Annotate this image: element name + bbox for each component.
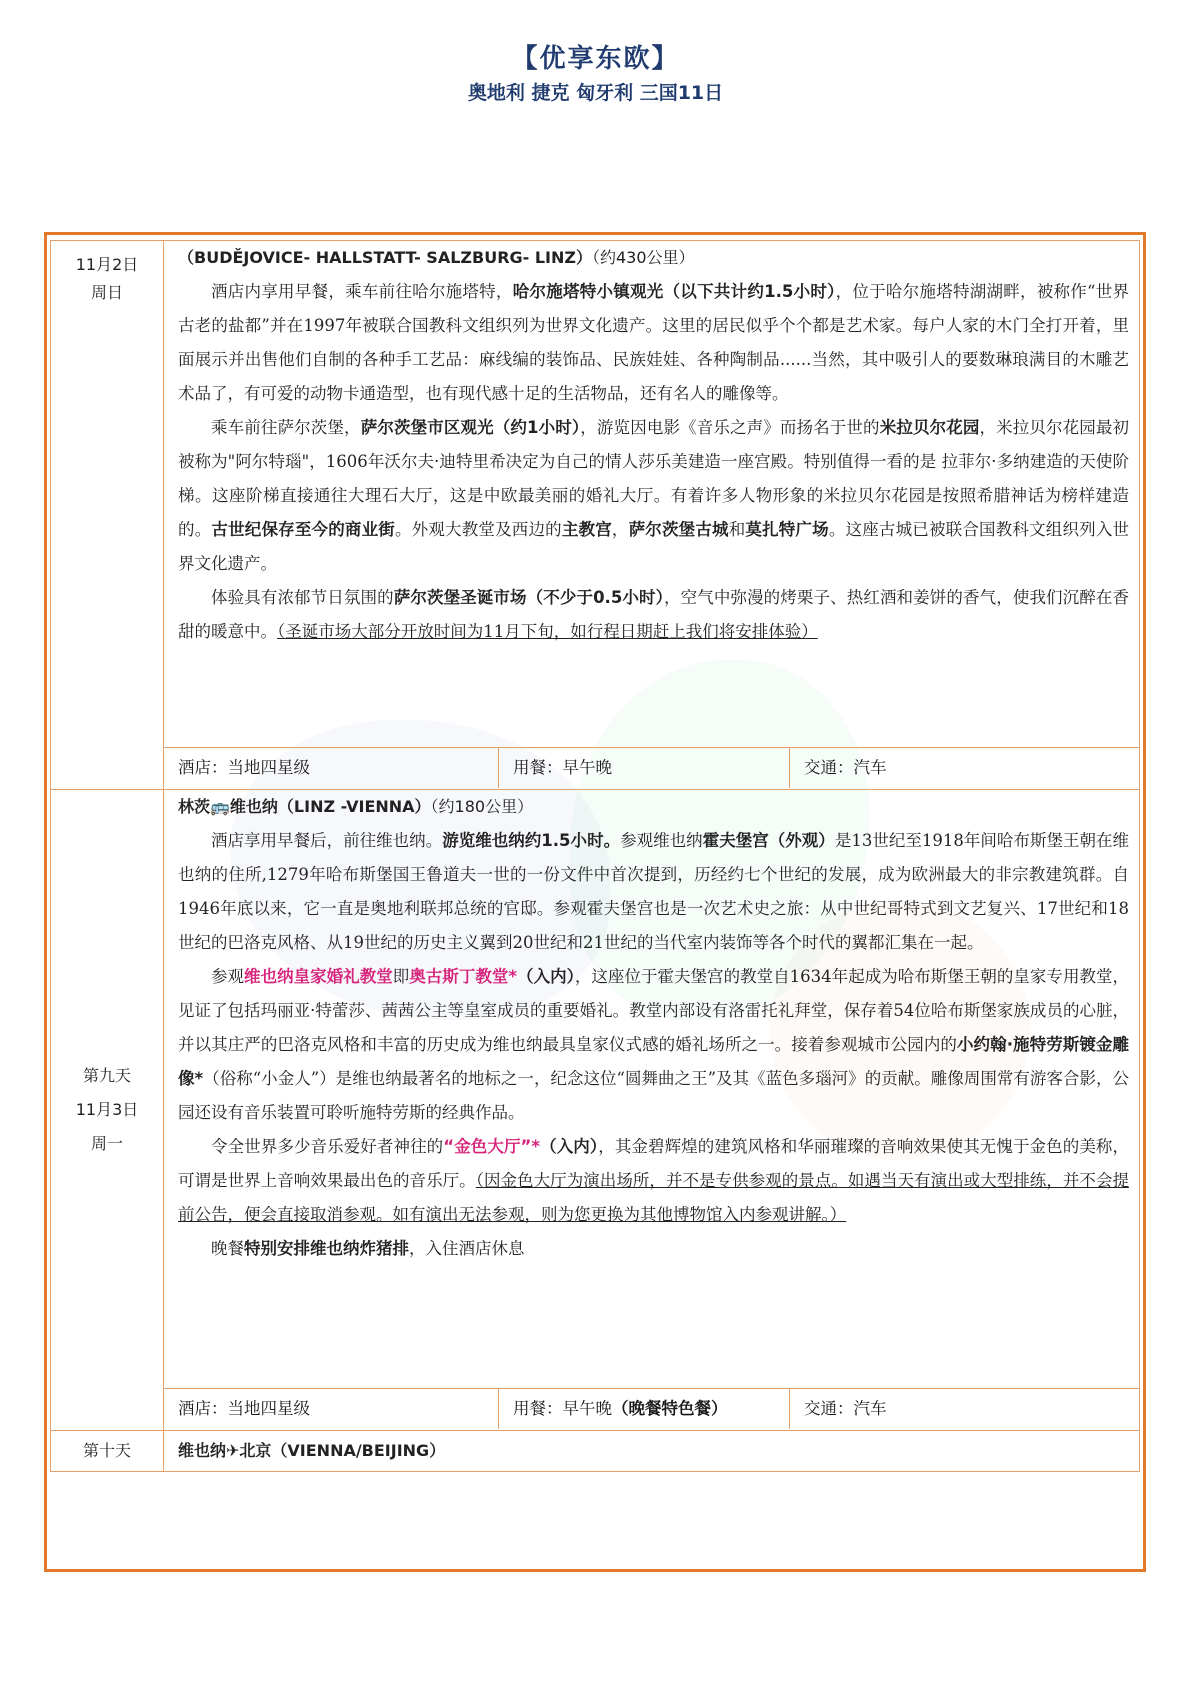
day9-hotel: 酒店：当地四星级 <box>164 1389 499 1429</box>
day8-date-cell <box>51 241 164 790</box>
day9-route <box>178 790 1129 824</box>
day8-meals: 用餐：早午晚 <box>499 748 790 788</box>
day9-content-cell <box>164 790 1140 1431</box>
day10-date-cell <box>51 1431 164 1472</box>
page-title: 【优享东欧】 <box>511 44 680 74</box>
day8-route <box>178 241 1129 275</box>
day8-weekday: 周日 <box>90 283 123 302</box>
day9-label: 第九天 <box>82 1066 131 1085</box>
day9-transport: 交通：汽车 <box>804 1399 887 1418</box>
day8-distance: （约430公里） <box>592 248 695 267</box>
day8-info-bar <box>164 747 1139 788</box>
day9-date-cell <box>51 790 164 1431</box>
day9-weekday: 周一 <box>90 1134 123 1153</box>
day10-route: 维也纳✈北京（VIENNA/BEIJING） <box>178 1441 446 1460</box>
day9-distance: （约180公里） <box>430 797 534 816</box>
day10-label: 第十天 <box>82 1441 131 1460</box>
day9-meals: 用餐：早午晚（晚餐特色餐） <box>499 1389 790 1429</box>
day-row-9 <box>51 790 1140 1431</box>
day8-market-note: （圣诞市场大部分开放时间为11月下旬，如行程日期赶上我们将安排体验） <box>277 622 818 641</box>
day-row-10 <box>51 1431 1140 1472</box>
day9-hall-note: （因金色大厅为演出场所，并不是专供参观的景点。如遇当天有演出或大型排练，并不会提前公告，便会直接取消参观。如有演出无法参观，则为您更换为其他博物馆入内参观讲解。） <box>178 1171 1130 1224</box>
day9-paragraph-3: 令全世界多少音乐爱好者神往的“金色大厅”*（入内），其金碧辉煌的建筑风格和华丽璀璨的音响效果使其无愧于金色的美称，可谓是世界上音响效果最出色的音乐厅。（因金色大厅为演出场所，并不是专供参观的景点。如遇当天有演出或大型排练，并不会提前公告，便会直接取消参观。如有演出无法参观，则为您更换为其他博物馆入内参观讲解。） <box>178 1137 1130 1224</box>
day8-transport: 交通：汽车 <box>804 758 887 777</box>
day9-paragraph-2: 参观维也纳皇家婚礼教堂即奥古斯丁教堂*（入内），这座位于霍夫堡宫的教堂自1634年起成为哈布斯堡王朝的皇家专用教堂，见证了包括玛丽亚·特蕾莎、茜茜公主等皇室成员的重要婚礼。教堂内部设有洛雷托礼拜堂，保存着54位哈布斯堡家族成员的心脏，并以其庄严的巴洛克风格和丰富的历史成为维也纳最具皇家仪式感的婚礼场所之一。接着参观城市公园内的小约翰·施特劳斯镀金雕像*（俗称“小金人”）是维也纳最著名的地标之一，纪念这位“圆舞曲之王”及其《蓝色多瑙河》的贡献。雕像周围常有游客合影，公园还设有音乐装置可聆听施特劳斯的经典作品。 <box>178 967 1130 1122</box>
day8-content-cell <box>164 241 1140 790</box>
day9-date: 11月3日 <box>75 1100 139 1119</box>
day9-paragraph-1: 酒店享用早餐后，前往维也纳。游览维也纳约1.5小时。参观维也纳霍夫堡宫（外观）是13世纪至1918年间哈布斯堡王朝在维也纳的住所,1279年哈布斯堡国王鲁道夫一世的一份文件中首次提到，历经约七个世纪的发展，成为欧洲最大的非宗教建筑群。自1946年底以来，它一直是奥地利联邦总统的官邸。参观霍夫堡宫也是一次艺术史之旅：从中世纪哥特式到文艺复兴、17世纪和18世纪的巴洛克风格、从19世纪的历史主义翼到20世纪和21世纪的当代室内装饰等各个时代的翼都汇集在一起。 <box>178 831 1130 952</box>
day9-route-text: 林茨🚌维也纳（LINZ -VIENNA） <box>178 797 431 816</box>
day8-paragraph-2: 乘车前往萨尔茨堡，萨尔茨堡市区观光（约1小时），游览因电影《音乐之声》而扬名于世的米拉贝尔花园，米拉贝尔花园最初被称为"阿尔特瑙"，1606年沃尔夫·迪特里希决定为自己的情人莎乐美建造一座宫殿。特别值得一看的是 拉菲尔·多纳建造的天使阶梯。这座阶梯直接通往大理石大厅，这是中欧最美丽的婚礼大厅。有着许多人物形象的米拉贝尔花园是按照希腊神话为榜样建造的。古世纪保存至今的商业街。外观大教堂及西边的主教宫，萨尔茨堡古城和莫扎特广场。这座古城已被联合国教科文组织列入世界文化遗产。 <box>178 418 1130 573</box>
day8-hotel: 酒店：当地四星级 <box>164 748 499 788</box>
day8-paragraph-1: 酒店内享用早餐，乘车前往哈尔施塔特，哈尔施塔特小镇观光（以下共计约1.5小时），位于哈尔施塔特湖湖畔，被称作“世界古老的盐都”并在1997年被联合国教科文组织列为世界文化遗产。这里的居民似乎个个都是艺术家。每户人家的木门全打开着，里面展示并出售他们自制的各种手工艺品：麻线编的装饰品、民族娃娃、各种陶制品......当然，其中吸引人的要数琳琅满目的木雕艺术品了，有可爱的动物卡通造型，也有现代感十足的生活物品，还有名人的雕像等。 <box>178 282 1130 403</box>
day9-paragraph-4: 晚餐特别安排维也纳炸猪排，入住酒店休息 <box>211 1239 525 1258</box>
day8-date: 11月2日 <box>75 255 139 274</box>
day9-info-bar <box>164 1388 1139 1429</box>
day-row-8 <box>51 241 1140 790</box>
day8-route-text: （BUDĚJOVICE- HALLSTATT- SALZBURG- LINZ） <box>178 248 592 267</box>
page-subtitle: 奥地利 捷克 匈牙利 三国11日 <box>467 82 724 104</box>
itinerary-table <box>50 240 1140 1472</box>
day8-paragraph-3: 体验具有浓郁节日氛围的萨尔茨堡圣诞市场（不少于0.5小时），空气中弥漫的烤栗子、热红酒和姜饼的香气，使我们沉醉在香甜的暖意中。（圣诞市场大部分开放时间为11月下旬，如行程日期赶上我们将安排体验） <box>178 588 1130 641</box>
day10-content-cell <box>164 1431 1140 1472</box>
